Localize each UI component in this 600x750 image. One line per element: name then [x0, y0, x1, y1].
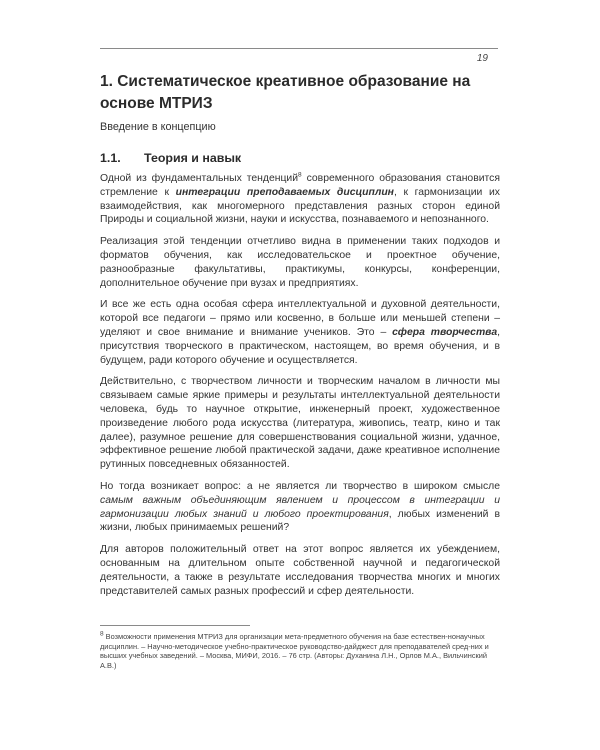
- footnote: [100, 632, 500, 670]
- paragraph-4: Действительно, с творчеством личности и творческим началом в личности мы связываем самые яркие примеры и результаты интеллектуальной деятельности человека, будь то научное открытие, инженерный проект, художественное произведение любого рода искусства (литература, живопись, театр, кино и так далее), разумное решение для совершенствования социальной жизни, удачное, эффективное решение любой практической задачи, даже креативное исполнение рутинных повседневных обязанностей.: [100, 376, 500, 471]
- text-run: современного образования становится стремление к: [100, 173, 500, 198]
- text-run: И все же есть одна особая сфера интеллектуальной и духовной деятельности, которой все педагоги – прямо или косвенно, в больше или меньшей степени – уделяют и свое внимание и внимание учеников. Это –: [100, 299, 500, 338]
- paragraph-5: [100, 480, 500, 535]
- paragraph-3: [100, 298, 500, 367]
- chapter-title: 1. Систематическое креативное образование на основе МТРИЗ: [100, 73, 471, 112]
- text-run: , присутствия творческого в практическом, настоящем, во время обучения, и в будущем, ради которого обучение и осуществляется.: [100, 326, 500, 366]
- text-run: , к гармонизации их взаимодействия, как многомерного представления разных сторон единой Природы и социальной жизни, науки и искусства, познаваемого и непознанного.: [100, 186, 501, 226]
- text-run: Одной из фундаментальных тенденций: [100, 173, 299, 184]
- italic-text: самым важным объединяющим явлением и процессом в интеграции и гармонизации любых знаний и любого проектирования: [100, 494, 500, 520]
- emphasis-text: интеграции преподаваемых дисциплин: [175, 186, 394, 198]
- paragraph-6: Для авторов положительный ответ на этот вопрос является их убеждением, основанным на длительном опыте собственной научной и педагогической деятельности, а также в результате исследования творчества многих и многих представителей самых разных профессий и сфер деятельности.: [100, 544, 500, 597]
- text-run: , любых изменений в жизни, любых принимаемых решений?: [100, 508, 500, 534]
- section-heading: [100, 151, 241, 165]
- section-title: Теория и навык: [144, 151, 242, 165]
- emphasis-text: сфера творчества: [392, 326, 498, 338]
- body-text: [100, 172, 500, 606]
- paragraph-2: Реализация этой тенденции отчетливо видна в применении таких подходов и форматов обучения, как исследовательское и проектное обучение, разнообразные факультативы, практикумы, конкурсы, конференции, дополнительное обучение при вузах и предприятиях.: [100, 236, 500, 289]
- section-number: 1.1.: [100, 151, 121, 165]
- text-run: Но тогда возникает вопрос: а не является ли творчество в широком смысле: [100, 480, 500, 492]
- footnote-mark: 8: [100, 630, 104, 638]
- footnote-rule: [100, 625, 250, 626]
- page-number: 19: [476, 53, 488, 64]
- footnote-reference[interactable]: 8: [298, 171, 302, 179]
- intro-subtitle: Введение в концепцию: [100, 121, 216, 133]
- paragraph-1: [100, 172, 500, 227]
- header-rule: [100, 48, 498, 49]
- footnote-text: Возможности применения МТРИЗ для организации мета-предметного обучения на базе естествен-нонаучных дисциплин. – Научно-методическое учебно-практическое руководство-дайджест для преподавателей сред-них и высших учебных заведений. – Москва, МИФИ, 2016. – 76 стр. (Авторы: Духанина Л.Н., Орлов М.А., Вильчинский А.В.): [100, 632, 489, 670]
